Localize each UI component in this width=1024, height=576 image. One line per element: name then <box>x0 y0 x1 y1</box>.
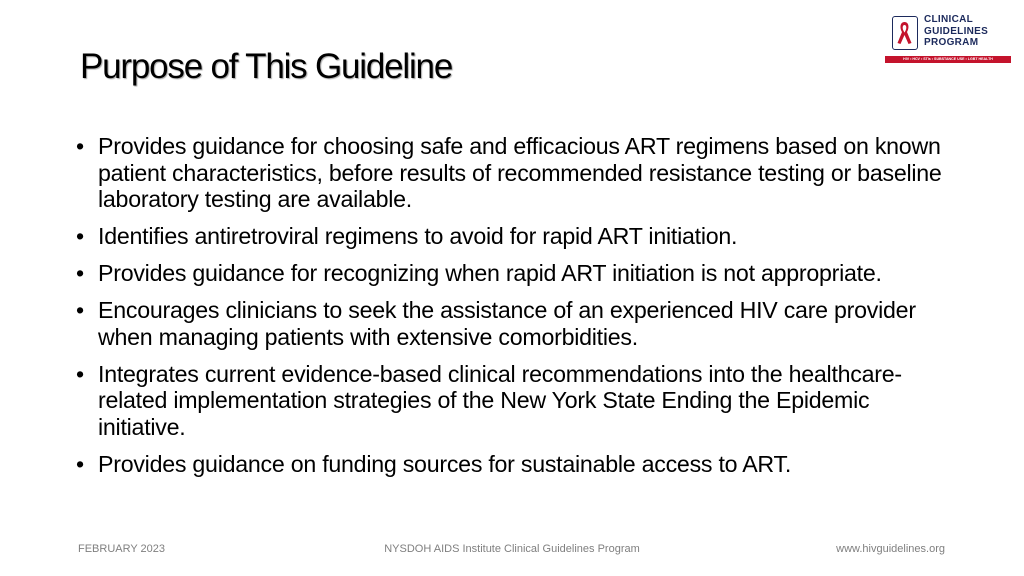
bullet-text: Identifies antiretroviral regimens to avoid for rapid ART initiation. <box>98 223 738 249</box>
footer-program: NYSDOH AIDS Institute Clinical Guidelines Program <box>384 543 640 555</box>
bullet-item <box>76 133 956 213</box>
bullet-dot: • <box>76 260 84 286</box>
logo-line-program: PROGRAM <box>924 37 979 48</box>
bullet-dot: • <box>76 223 84 249</box>
bullet-text: Encourages clinicians to seek the assistance of an experienced HIV care provider when managing patients with extensive comorbidities. <box>98 297 916 350</box>
logo-line-guidelines: GUIDELINES <box>924 25 989 37</box>
bullet-text: Provides guidance on funding sources for sustainable access to ART. <box>98 450 792 477</box>
bullet-item <box>76 297 956 350</box>
footer-website: www.hivguidelines.org <box>836 543 945 555</box>
logo-tagline: HIV • HCV • STIs • SUBSTANCE USE • LGBT HEALTH <box>885 56 1011 63</box>
logo-wordmark <box>924 14 988 49</box>
bullet-dot: • <box>76 360 84 387</box>
red-ribbon-icon <box>896 20 913 46</box>
bullet-item <box>76 260 956 287</box>
slide-title: Purpose of This Guideline <box>80 47 453 86</box>
bullet-text: Integrates current evidence-based clinical recommendations into the healthcare-related implementation strategies of the New York State Ending the Epidemic initiative. <box>98 360 902 440</box>
bullet-dot: • <box>76 297 84 323</box>
bullet-text: Provides guidance for recognizing when rapid ART initiation is not appropriate. <box>98 260 882 286</box>
clinical-guidelines-program-logo <box>885 12 1011 64</box>
bullet-item <box>76 361 956 441</box>
footer-date: FEBRUARY 2023 <box>78 543 166 555</box>
bullet-item <box>76 451 956 478</box>
bullet-list <box>76 133 956 488</box>
logo-frame <box>892 16 918 50</box>
bullet-item <box>76 223 956 250</box>
bullet-text: Provides guidance for choosing safe and efficacious ART regimens based on known patient characteristics, before results of recommended resistance testing or baseline laboratory testing are available. <box>98 133 942 212</box>
bullet-dot: • <box>76 133 84 159</box>
logo-line-clinical: CLINICAL <box>924 14 974 25</box>
bullet-dot: • <box>76 450 84 477</box>
